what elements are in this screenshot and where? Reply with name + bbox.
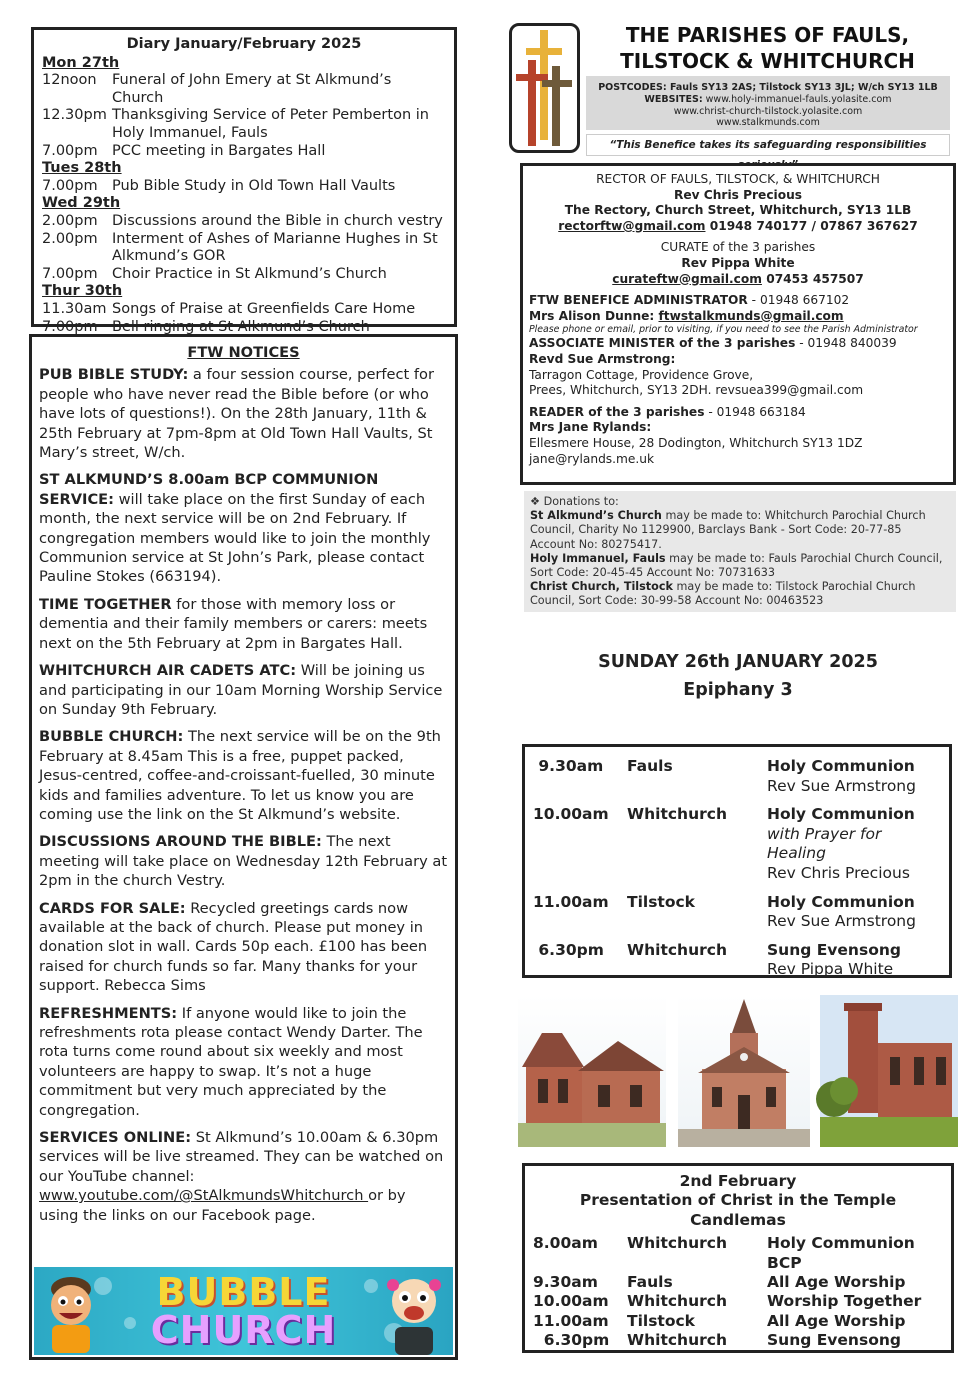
donation-text: may be made to: Tilstock Parochial Church Council, Sort Code: 30-99-58 Account No: 00463523 bbox=[530, 580, 916, 608]
feb-time: 10.00am bbox=[533, 1292, 609, 1311]
reader-address: Ellesmere House, 28 Dodington, Whitchurch SY13 1DZ bbox=[529, 435, 863, 450]
diary-time: 12noon bbox=[42, 72, 97, 89]
admin-name: Mrs Alison Dunne: bbox=[529, 308, 659, 323]
notice-heading: DISCUSSIONS AROUND THE BIBLE: bbox=[39, 833, 322, 851]
donation-text: may be made to: Fauls Parochial Church Council, Sort Code: 20-45-45 Account No: 70731633 bbox=[530, 551, 943, 580]
diary-entry bbox=[42, 231, 446, 266]
feb-service-row bbox=[533, 1273, 943, 1292]
postcodes: POSTCODES: Fauls SY13 2AS; Tilstock SY13 3JL; W/ch SY13 1LB bbox=[598, 82, 938, 93]
service-row bbox=[533, 941, 941, 980]
church-photo-whitchurch bbox=[816, 995, 958, 1147]
church-photo-fauls bbox=[518, 995, 666, 1147]
website-link[interactable]: www.stalkmunds.com bbox=[716, 117, 820, 129]
donation-name: Christ Church, Tilstock bbox=[530, 580, 673, 594]
diary-text: Choir Practice in St Alkmund’s Church bbox=[112, 265, 387, 282]
feb-place: Whitchurch bbox=[627, 1292, 727, 1311]
notice-item bbox=[39, 832, 448, 890]
title-line2: TILSTOCK & WHITCHURCH bbox=[620, 49, 915, 73]
contacts-box bbox=[520, 163, 956, 485]
feb-place: Whitchurch bbox=[627, 1234, 727, 1253]
service-place: Whitchurch bbox=[627, 940, 727, 959]
notice-heading: CARDS FOR SALE: bbox=[39, 899, 186, 917]
feb-rows bbox=[533, 1234, 943, 1350]
feb-date: 2nd February bbox=[679, 1172, 797, 1190]
notice-heading: BUBBLE CHURCH: bbox=[39, 728, 184, 746]
church-photos bbox=[518, 995, 958, 1147]
service-time: 10.00am bbox=[533, 805, 609, 824]
diary-text: Funeral of John Emery at St Alkmund’s Church bbox=[112, 72, 392, 106]
diary-day-label: Tues 28th bbox=[42, 160, 122, 177]
service-row bbox=[533, 893, 941, 932]
notice-body: for those with memory loss or dementia and their family members or carers: meets next on the 5th February at 2pm in Bargates Hall. bbox=[39, 595, 428, 652]
assoc-name: Revd Sue Armstrong: bbox=[529, 351, 676, 366]
diary-entry bbox=[42, 143, 446, 161]
diary-entry bbox=[42, 301, 446, 319]
curate-name: Rev Pippa White bbox=[681, 255, 795, 270]
rector-phone: 01948 740177 / 07867 367627 bbox=[705, 218, 918, 233]
diary-time: 12.30pm bbox=[42, 107, 107, 124]
websites-label: WEBSITES: bbox=[644, 93, 703, 105]
feb-service: All Age Worship bbox=[767, 1273, 906, 1292]
donations-title: ❖ Donations to: bbox=[530, 495, 619, 508]
service-details bbox=[767, 941, 941, 980]
notice-heading: ST ALKMUND’S 8.00am BCP COMMUNION SERVICE: bbox=[39, 471, 379, 508]
diary-entry bbox=[42, 107, 446, 142]
sunday-date: SUNDAY 26th JANUARY 2025 bbox=[598, 652, 878, 672]
feb-time: 9.30am bbox=[533, 1273, 598, 1292]
diary-entry bbox=[42, 266, 446, 284]
postcode-box bbox=[586, 76, 950, 130]
service-minister: Rev Pippa White bbox=[767, 960, 894, 979]
feb-service: Holy Communion BCP bbox=[767, 1234, 915, 1272]
notice-heading: PUB BIBLE STUDY: bbox=[39, 366, 189, 384]
admin-note: Please phone or email, prior to visiting, if you need to see the Parish Administrator bbox=[529, 324, 918, 336]
three-crosses-icon bbox=[512, 26, 577, 150]
notice-body: a four session course, perfect for people who have never read the Bible before (or who have lots of questions!). On the 28th January, 11th & 25th February at 7pm-8pm at Old Town Hall Vaults, St Mary’s street, W/ch. bbox=[39, 366, 434, 462]
website-link[interactable]: www.holy-immanuel-fauls.yolasite.com bbox=[705, 93, 892, 105]
service-details bbox=[767, 805, 941, 883]
donation-item bbox=[530, 552, 950, 580]
notice-heading: REFRESHMENTS: bbox=[39, 1004, 178, 1022]
sunday-name: Epiphany 3 bbox=[683, 680, 793, 700]
reader-title: READER of the 3 parishes bbox=[529, 404, 705, 419]
notices-box bbox=[29, 334, 458, 1360]
assoc-phone: - 01948 840039 bbox=[795, 336, 897, 351]
notice-body: The next meeting will take place on Wednesday 12th February at 2pm in the church Vestry. bbox=[39, 833, 448, 890]
notice-body: will take place on the first Sunday of each month, the next service will be on 2nd February. If congregation members would like to join the monthly Communion service at St John’s Park, please contact Pauline Stokes (663194). bbox=[39, 490, 431, 586]
crosses-logo bbox=[509, 23, 580, 153]
notice-items bbox=[39, 365, 448, 1120]
donation-items bbox=[530, 509, 950, 608]
feb-time: 6.30pm bbox=[533, 1331, 610, 1350]
reader-email[interactable]: jane@rylands.me.uk bbox=[529, 451, 655, 466]
service-place: Tilstock bbox=[627, 892, 695, 911]
diary-text: Songs of Praise at Greenfields Care Home bbox=[112, 300, 416, 317]
diary-text: PCC meeting in Bargates Hall bbox=[112, 142, 326, 159]
february-services-box bbox=[522, 1163, 954, 1353]
admin-email[interactable]: ftwstalkmunds@gmail.com bbox=[658, 308, 844, 323]
service-name: Holy Communion bbox=[767, 757, 915, 775]
sunday-heading bbox=[520, 648, 956, 704]
service-minister: Rev Chris Precious bbox=[767, 863, 910, 882]
diary-day-label: Mon 27th bbox=[42, 54, 120, 71]
service-place: Fauls bbox=[627, 757, 673, 775]
diary-day-label: Wed 29th bbox=[42, 195, 121, 212]
feb-service: All Age Worship bbox=[767, 1311, 906, 1330]
donation-text: may be made to: Whitchurch Parochial Church Council, Charity No 1129900, Barclays Bank - Sort Code: 20-77-85 Account No: 80275417. bbox=[530, 509, 926, 551]
bubble-church-banner bbox=[34, 1267, 453, 1355]
feb-service: Sung Evensong bbox=[767, 1331, 901, 1350]
reader-phone: - 01948 663184 bbox=[704, 404, 806, 419]
rector-title: RECTOR OF FAULS, TILSTOCK, & WHITCHURCH bbox=[596, 172, 880, 186]
safeguarding-statement: “This Benefice takes its safeguarding responsibilities bbox=[586, 134, 950, 156]
notice-body: If anyone would like to join the refreshments rota please contact Wendy Darter. The rota turns come round about six weekly and most volunteers are happy to swap. It’s not a huge commitment but very much appreciated by the congregation. bbox=[39, 1004, 423, 1119]
donation-name: Holy Immanuel, Fauls bbox=[530, 551, 666, 565]
feb-service-row bbox=[533, 1234, 943, 1273]
notice-item bbox=[39, 365, 448, 462]
feb-service-row bbox=[533, 1331, 943, 1350]
website-link[interactable]: www.christ-church-tilstock.yolasite.com bbox=[673, 105, 863, 117]
service-place: Whitchurch bbox=[627, 805, 727, 824]
notice-item bbox=[39, 661, 448, 719]
notice-tail: or by using the links on our Facebook page. bbox=[39, 1187, 406, 1224]
feb-service: Worship Together bbox=[767, 1292, 922, 1311]
feb-service-row bbox=[533, 1312, 943, 1331]
notice-heading: SERVICES ONLINE: bbox=[39, 1129, 192, 1147]
diary-text: Interment of Ashes of Marianne Hughes in St Alkmund’s GOR bbox=[112, 230, 438, 265]
service-name: Holy Communion bbox=[767, 805, 915, 824]
diary-time: 7.00pm bbox=[42, 265, 98, 282]
diary-title: Diary January/February 2025 bbox=[126, 36, 362, 52]
service-details bbox=[767, 893, 941, 932]
donation-item bbox=[530, 509, 950, 552]
diary-text: Thanksgiving Service of Peter Pemberton in Holy Immanuel, Fauls bbox=[112, 107, 429, 141]
service-extra: with Prayer for Healing bbox=[767, 824, 882, 863]
church-photo-tilstock bbox=[678, 995, 810, 1147]
notice-item bbox=[39, 595, 448, 653]
banner-line1: BUBBLE bbox=[156, 1270, 331, 1314]
diary-entry bbox=[42, 213, 446, 231]
diary-time: 7.00pm bbox=[42, 142, 98, 159]
service-name: Holy Communion bbox=[767, 892, 915, 911]
notice-item bbox=[39, 470, 448, 586]
donations-box bbox=[524, 491, 956, 612]
feb-place: Fauls bbox=[627, 1273, 673, 1292]
feb-subtitle: Candlemas bbox=[690, 1210, 786, 1229]
assoc-title: ASSOCIATE MINISTER of the 3 parishes bbox=[529, 336, 796, 351]
diary-days bbox=[42, 55, 446, 337]
feb-name: Presentation of Christ in the Temple bbox=[579, 1191, 897, 1210]
title-line1: THE PARISHES OF FAULS, bbox=[625, 23, 910, 47]
diary-day-label: Thur 30th bbox=[42, 283, 123, 300]
notice-item bbox=[39, 727, 448, 824]
diary-time: 11.30am bbox=[42, 300, 107, 317]
notice-body: St Alkmund’s 10.00am & 6.30pm services will be live streamed. They can be watched on our YouTube channel: bbox=[39, 1129, 444, 1185]
diary-time: 7.00pm bbox=[42, 177, 98, 194]
admin-title: FTW BENEFICE ADMINISTRATOR bbox=[529, 293, 748, 308]
service-row bbox=[533, 757, 941, 796]
services-box bbox=[522, 744, 952, 978]
notice-heading: TIME TOGETHER bbox=[39, 595, 172, 613]
curate-phone: 07453 457507 bbox=[761, 271, 864, 286]
notice-body: Will be joining us and participating in our 10am Morning Worship Service on Sunday 9th February. bbox=[39, 662, 443, 718]
admin-phone: - 01948 667102 bbox=[747, 293, 850, 308]
diary-text: Discussions around the Bible in church vestry bbox=[112, 212, 443, 229]
diary-entry bbox=[42, 72, 446, 107]
service-time: 11.00am bbox=[533, 892, 609, 911]
notice-heading: WHITCHURCH AIR CADETS ATC: bbox=[39, 662, 297, 680]
diary-text: Bell ringing at St Alkmund’s Church bbox=[112, 318, 370, 335]
feb-place: Tilstock bbox=[627, 1311, 695, 1330]
rector-address: The Rectory, Church Street, Whitchurch, SY13 1LB bbox=[564, 203, 912, 218]
service-time: 9.30am bbox=[533, 757, 604, 775]
assoc-address: Tarragon Cottage, Providence Grove, bbox=[529, 367, 754, 382]
notice-body: Recycled greetings cards now available at the back of church. Please put money in donation slot in wall. Cards 50p each. £100 has been raised for church funds so far. Many thanks for your support. Rebecca Sims bbox=[39, 899, 428, 995]
page-title bbox=[585, 22, 950, 74]
service-minister: Rev Sue Armstrong bbox=[767, 912, 916, 931]
diary-time: 7.00pm bbox=[42, 318, 98, 335]
service-minister: Rev Sue Armstrong bbox=[767, 776, 916, 795]
banner-line2: CHURCH bbox=[150, 1308, 337, 1352]
service-row bbox=[533, 805, 941, 883]
service-details bbox=[767, 757, 941, 796]
donation-name: St Alkmund’s Church bbox=[530, 509, 662, 523]
notice-body: The next service will be on the 9th February at 8.45am This is a free, puppet packed, Jesus-centred, coffee-and-croissant-fuelled, 30 minute kids and families adventure. To let us know you are coming use the link on the St Alkmund’s website. bbox=[39, 728, 441, 823]
rector-name: Rev Chris Precious bbox=[673, 187, 803, 202]
service-time: 6.30pm bbox=[533, 940, 604, 959]
notice-services-online bbox=[39, 1128, 448, 1225]
notices-title: FTW NOTICES bbox=[187, 344, 300, 361]
rector-email[interactable]: rectorftw@gmail.com bbox=[558, 218, 706, 233]
diary-entry bbox=[42, 178, 446, 196]
feb-place: Whitchurch bbox=[627, 1331, 727, 1350]
youtube-link[interactable]: www.youtube.com/@StAlkmundsWhitchurch bbox=[39, 1187, 369, 1205]
reader-name: Mrs Jane Rylands: bbox=[529, 420, 652, 435]
feb-time: 8.00am bbox=[533, 1234, 598, 1253]
service-name: Sung Evensong bbox=[767, 940, 901, 959]
feb-time: 11.00am bbox=[533, 1311, 609, 1330]
diary-time: 2.00pm bbox=[42, 212, 98, 229]
assoc-address: Prees, Whitchurch, SY13 2DH. revsuea399@gmail.com bbox=[529, 383, 864, 398]
feb-service-row bbox=[533, 1292, 943, 1311]
curate-title: CURATE of the 3 parishes bbox=[660, 240, 816, 255]
diary-text: Pub Bible Study in Old Town Hall Vaults bbox=[112, 177, 396, 194]
notice-item bbox=[39, 899, 448, 996]
donation-item bbox=[530, 580, 950, 608]
notice-item bbox=[39, 1004, 448, 1120]
curate-email[interactable]: curateftw@gmail.com bbox=[612, 271, 762, 286]
diary-box bbox=[31, 27, 457, 335]
diary-time: 2.00pm bbox=[42, 230, 98, 247]
